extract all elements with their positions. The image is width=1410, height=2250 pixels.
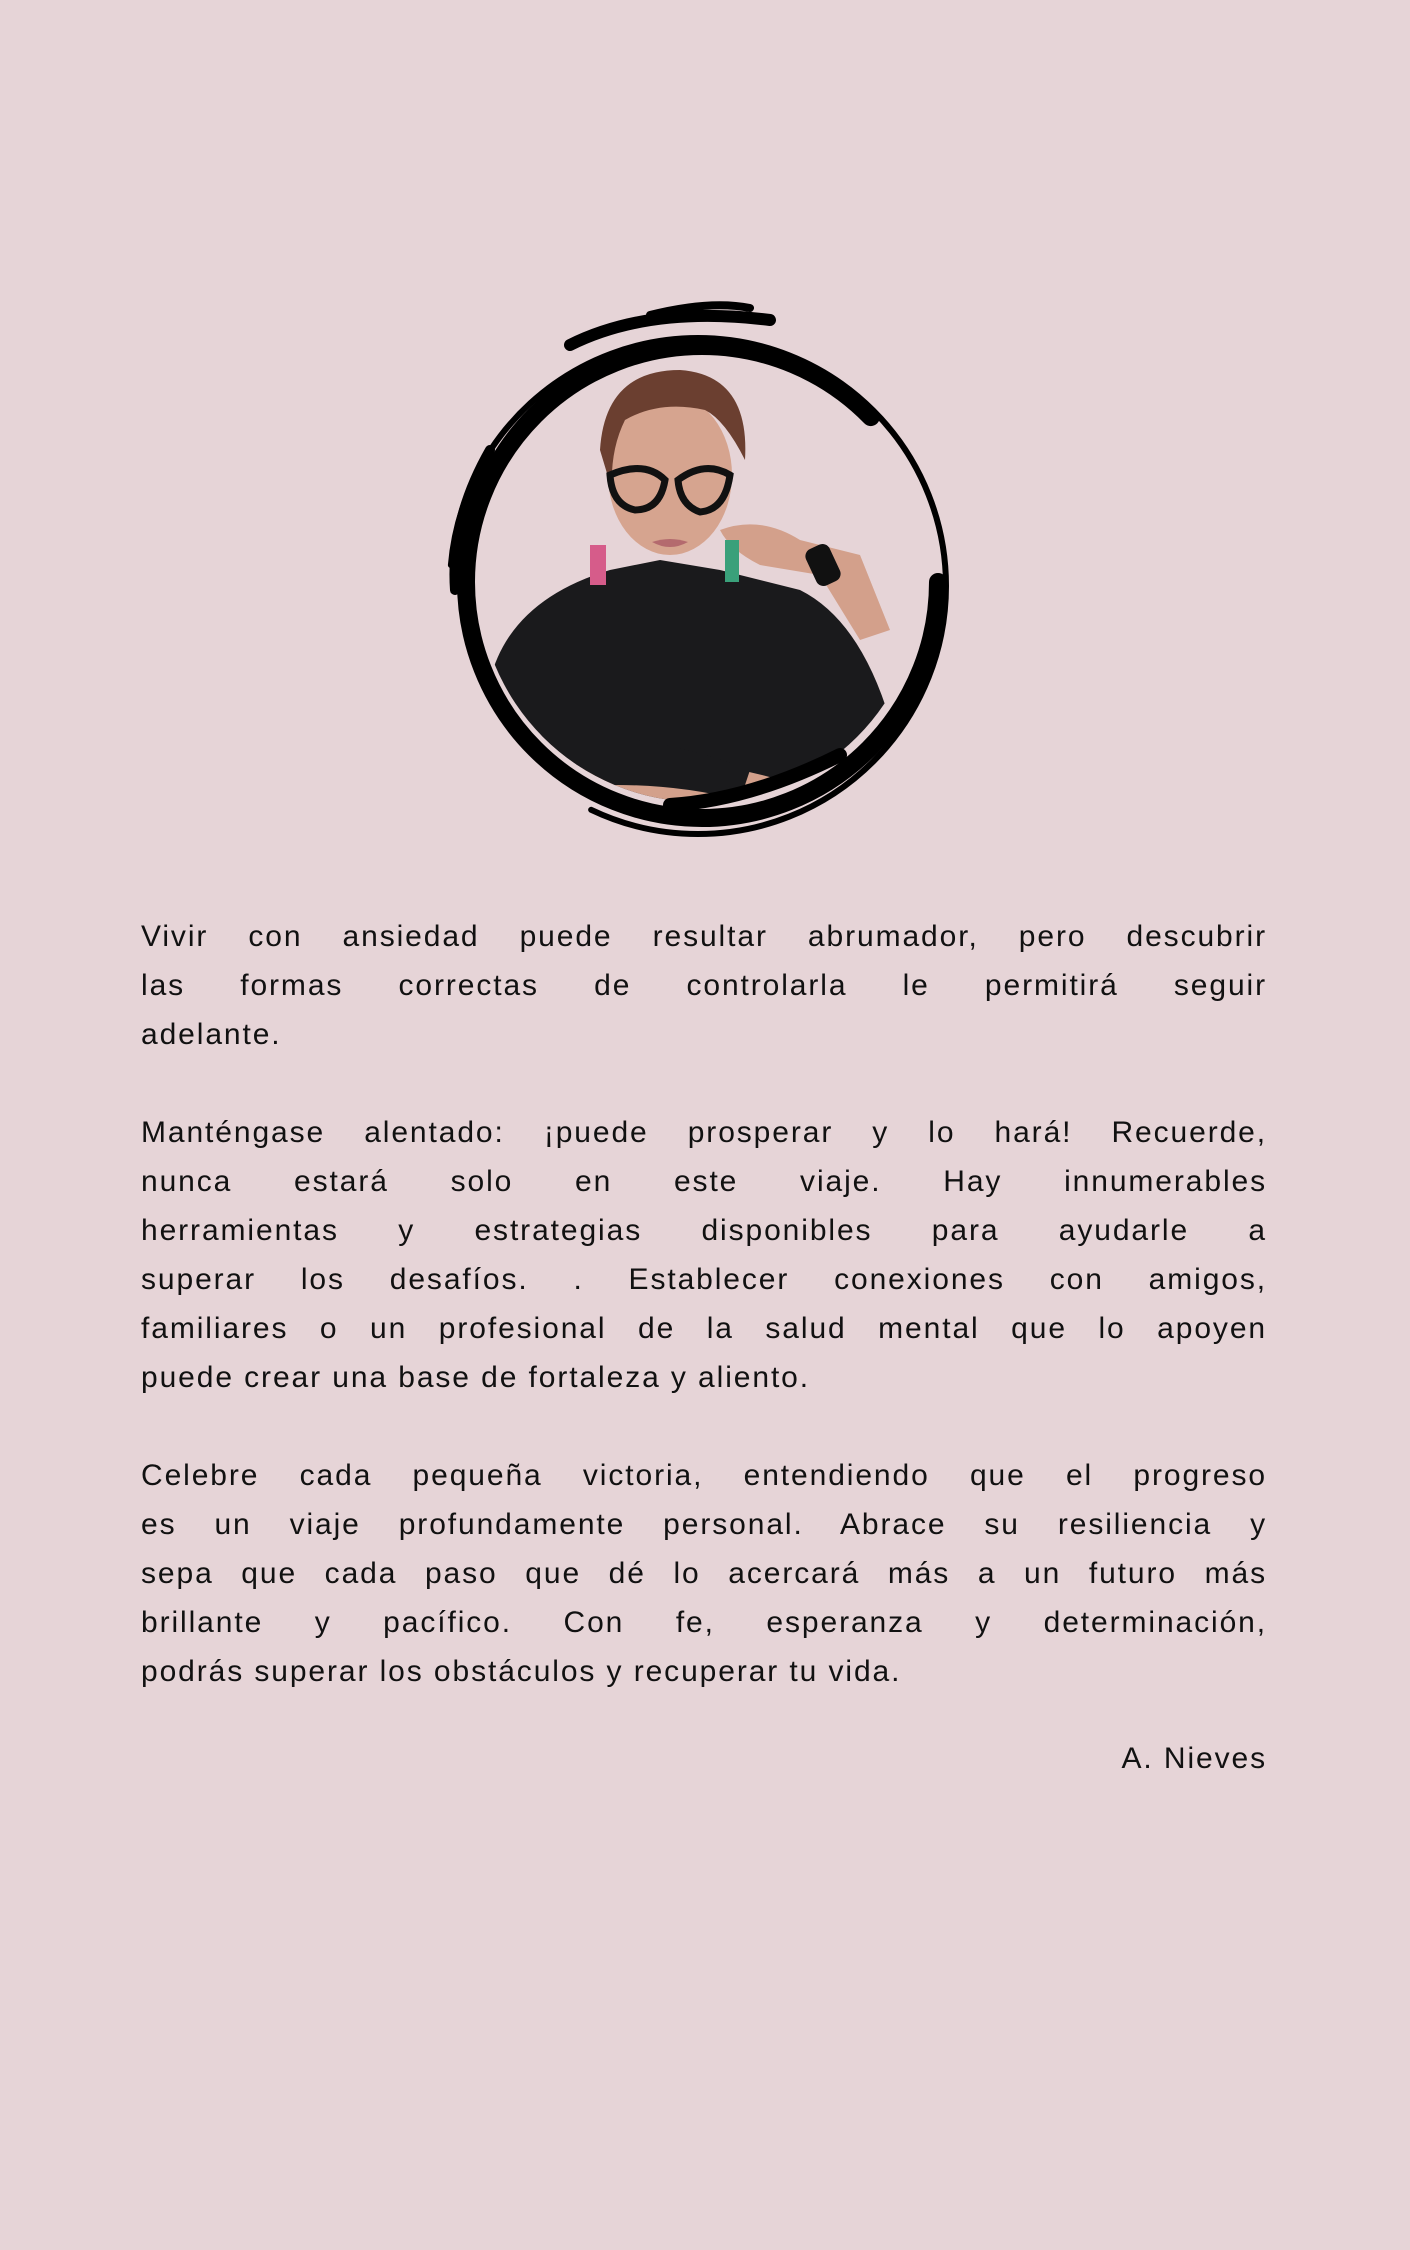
text-line: adelante.	[141, 1018, 282, 1051]
text-line: herramientas y estrategias disponibles para ayudarle a	[141, 1214, 1267, 1247]
text-line: Vivir con ansiedad puede resultar abrumador, pero descubrir	[141, 920, 1267, 953]
text-line: es un viaje profundamente personal. Abrace su resiliencia y	[141, 1508, 1267, 1541]
text-line: Manténgase alentado: ¡puede prosperar y lo hará! Recuerde,	[141, 1116, 1267, 1149]
paragraph-1	[141, 912, 1267, 1059]
text-line: las formas correctas de controlarla le permitirá seguir	[141, 969, 1267, 1002]
text-line: sepa que cada paso que dé lo acercará más a un futuro más	[141, 1557, 1267, 1590]
paragraph-3	[141, 1451, 1267, 1696]
text-line: brillante y pacífico. Con fe, esperanza y determinación,	[141, 1606, 1267, 1639]
text-line: superar los desafíos. . Establecer conexiones con amigos,	[141, 1263, 1267, 1296]
author-signature: A. Nieves	[1121, 1742, 1267, 1775]
author-portrait	[420, 300, 980, 860]
text-line: nunca estará solo en este viaje. Hay innumerables	[141, 1165, 1267, 1198]
author-photo	[420, 300, 980, 860]
text-line: podrás superar los obstáculos y recuperar tu vida.	[141, 1655, 902, 1688]
text-line: puede crear una base de fortaleza y aliento.	[141, 1361, 810, 1394]
text-line: Celebre cada pequeña victoria, entendiendo que el progreso	[141, 1459, 1267, 1492]
paragraph-2	[141, 1108, 1267, 1402]
body-text	[141, 912, 1267, 1745]
text-line: familiares o un profesional de la salud mental que lo apoyen	[141, 1312, 1267, 1345]
